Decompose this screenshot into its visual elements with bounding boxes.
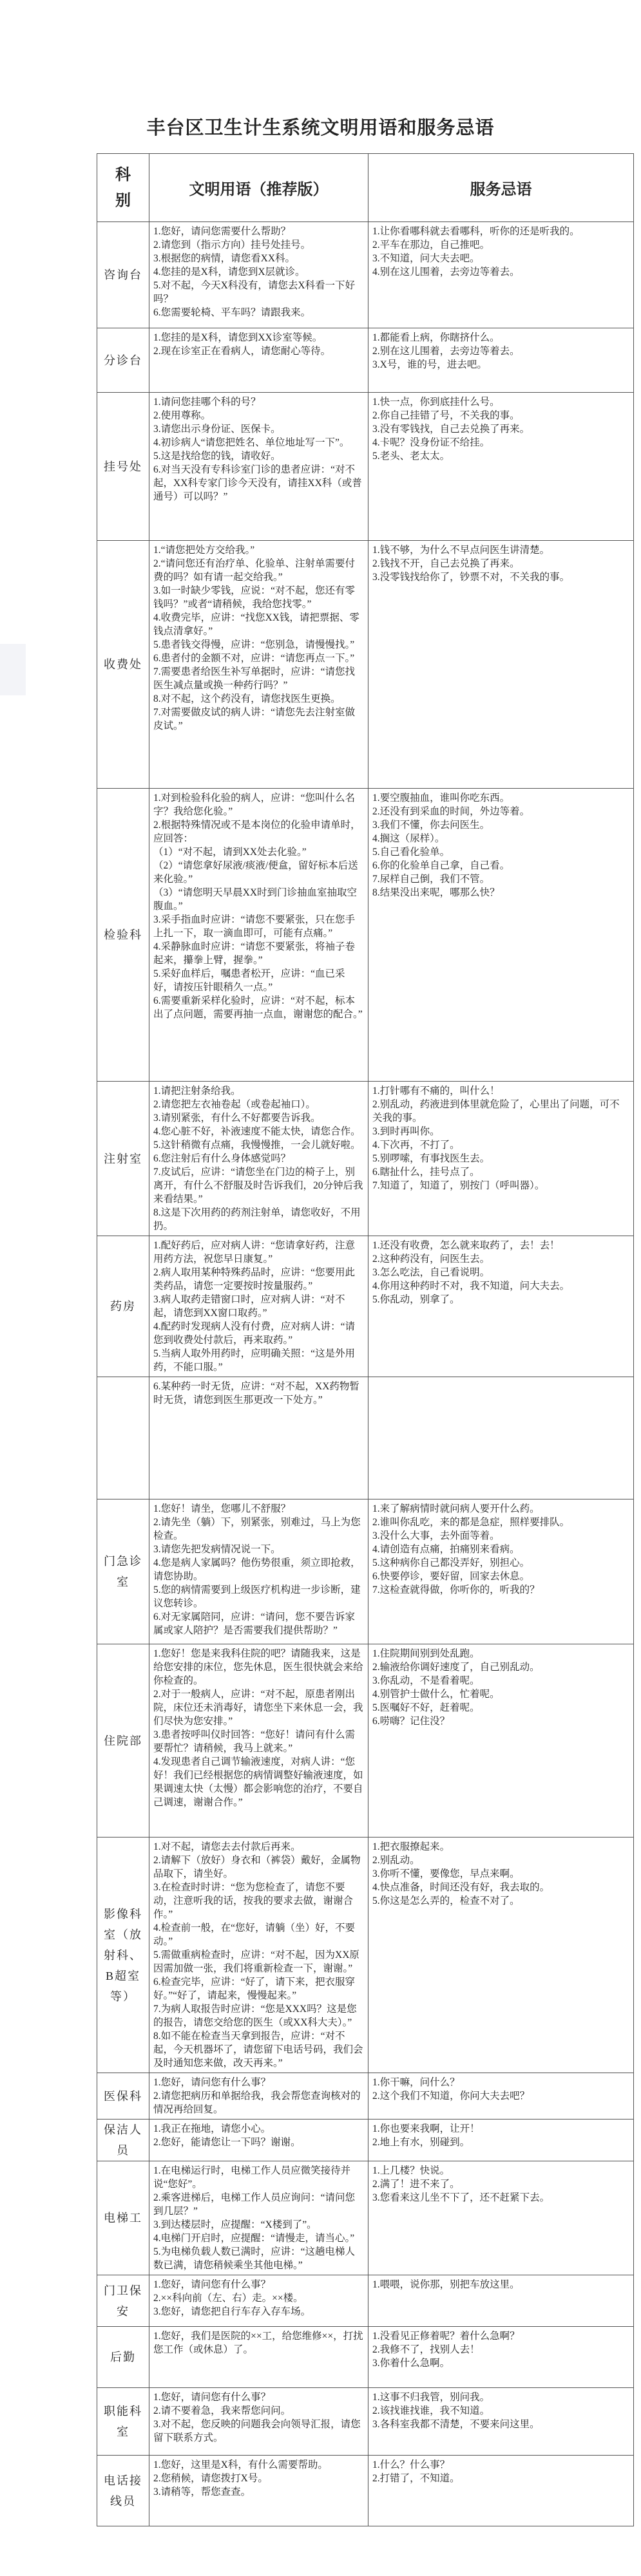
table-row <box>97 2456 634 2526</box>
taboo-cell <box>368 1838 634 2073</box>
polite-line: 2.乘客进梯后，电梯工作人员应询问：“请问您到几层？” <box>153 2192 356 2217</box>
taboo-cell <box>368 1377 634 1500</box>
taboo-line: 2.谁叫你乱吃，来的都是急症，照样要排队。 <box>372 1517 570 1528</box>
taboo-line: 1.钱不够，为什么不早点问医生讲清楚。 <box>372 545 550 556</box>
table-row <box>97 2161 634 2275</box>
polite-line: 3.根据您的病情，请您看XX科。 <box>153 253 296 264</box>
table-row <box>97 1082 634 1236</box>
table-row <box>97 222 634 328</box>
polite-line: 2.“请问您还有治疗单、化验单、注射单需要付费的吗？如有请一起交给我。” <box>153 558 356 583</box>
polite-line: 3.到达楼层时，应提醒：“X楼到了”。 <box>153 2219 317 2230</box>
polite-line: 2.请您到（指示方向）挂号处挂号。 <box>153 240 311 250</box>
taboo-line: 2.打错了，不知道。 <box>372 2473 460 2484</box>
polite-cell <box>149 2073 368 2120</box>
taboo-line: 2.你自己挂错了号，不关我的事。 <box>372 410 520 421</box>
dept-label: 药房 <box>110 1300 136 1313</box>
taboo-line: 5.你这是怎么弄的，检查不对了。 <box>372 1895 520 1906</box>
taboo-cell <box>368 2327 634 2388</box>
table-row <box>97 328 634 393</box>
taboo-line: 1.上几楼？快说。 <box>372 2165 450 2176</box>
taboo-line: 2.该找谁找谁，我不知道。 <box>372 2405 490 2416</box>
taboo-cell <box>368 1644 634 1838</box>
dept-label: 后勤 <box>110 2351 136 2364</box>
polite-line: 8.如不能在检查当天拿到报告，应讲：“对不起，今天机器坏了，请您留下电话号码，我们会及时通知您来做，改天再来。” <box>153 2031 363 2069</box>
polite-line: 1.您好，请问您有什么事？ <box>153 2077 271 2088</box>
dept-label: 门急诊室 <box>104 1555 142 1588</box>
polite-cell <box>149 541 368 789</box>
taboo-line: 2.别乱动。 <box>372 1855 420 1866</box>
taboo-line: 7.知道了，知道了，别按门（呼叫器）。 <box>372 1180 545 1191</box>
taboo-cell <box>368 789 634 1082</box>
taboo-line: 1.让你看哪科就去看哪科，听你的还是听我的。 <box>372 226 580 237</box>
polite-line: 6.需要重新采样化验时，应讲：“对不起，标本出了点问题，需要再抽一点血，谢谢您的配合。” <box>153 995 363 1020</box>
polite-line: 5.需做重病检查时，应讲：“对不起，因为XX原因需加做一张，我们将重新检查一下，谢谢。” <box>153 1950 359 1974</box>
table-row <box>97 2073 634 2120</box>
table-row <box>97 1500 634 1644</box>
taboo-line: 3.你着什么急啊。 <box>372 2358 450 2369</box>
taboo-line: 1.什么？什么事？ <box>372 2459 450 2470</box>
taboo-line: 2.别乱动，药液进到体里就危险了，心里出了问题，可不关我的事。 <box>372 1099 620 1123</box>
polite-line: 2.请解下（放好）身衣和（裤袋）戴好，金属物品取下，请坐好。 <box>153 1855 361 1879</box>
taboo-line: 1.来了解病情时就问病人要开什么药。 <box>372 1503 540 1514</box>
taboo-line: 4.搁这（尿样）。 <box>372 833 445 844</box>
dept-cell <box>97 1500 149 1644</box>
etiquette-table <box>97 153 634 2526</box>
polite-line: 5.您的病情需要到上级医疗机构进一步诊断，建议您转诊。 <box>153 1584 361 1609</box>
taboo-cell <box>368 222 634 328</box>
taboo-line: 2.这个我们不知道，你问大夫去吧？ <box>372 2091 530 2101</box>
taboo-line: 2.输液给你调好速度了，自己别乱动。 <box>372 1662 540 1673</box>
dept-label: 影像科室（放射科、B超室等） <box>104 1907 142 2003</box>
polite-line: 1.“请您把处方交给我。” <box>153 545 255 556</box>
header-dept-label: 科 别 <box>115 166 131 209</box>
polite-line: 1.您挂的是X科，请您到XX诊室等候。 <box>153 332 323 343</box>
polite-line: 3.病人取药走错窗口时，应对病人讲：“对不起，请您到XX窗口取药。” <box>153 1294 345 1319</box>
polite-line: 4.检查前一般，在“您好，请躺（坐）好，不要动。” <box>153 1923 356 1947</box>
polite-line: 6.某种药一时无货，应讲：“对不起，XX药物暂时无货，请您到医生那更改一下处方。” <box>153 1381 359 1406</box>
polite-cell <box>149 2275 368 2327</box>
taboo-line: 3.不知道，问大夫去吧。 <box>372 253 480 264</box>
polite-line: 2.××科向前（左、右）走。××楼。 <box>153 2293 303 2304</box>
taboo-line: 7.这检查就得做，你听你的，听我的？ <box>372 1584 540 1595</box>
taboo-line: 8.结果没出来呢，哪那么快？ <box>372 887 500 898</box>
polite-line: 1.您好，请问您需要什么帮助？ <box>153 226 291 237</box>
dept-cell <box>97 2073 149 2120</box>
table-row <box>97 2275 634 2327</box>
taboo-cell <box>368 1500 634 1644</box>
side-blank <box>0 644 26 695</box>
table-row <box>97 2120 634 2161</box>
polite-line: 6.检查完毕，应讲：“好了，请下来，把衣服穿好。”“好了，请起来，慢慢起来。” <box>153 1977 356 2001</box>
polite-line: （2）“请您拿好尿液/痰液/便盒，留好标本后送来化验。” <box>153 860 358 885</box>
polite-cell <box>149 222 368 328</box>
polite-cell <box>149 2388 368 2456</box>
taboo-line: 2.我修不了，找别人去！ <box>372 2344 480 2355</box>
dept-label: 挂号处 <box>104 460 142 473</box>
taboo-line: 1.打针哪有不痛的，叫什么！ <box>372 1086 500 1096</box>
polite-line: 2.根据特殊情况或不是本岗位的化验申请单时，应回答： <box>153 820 361 844</box>
taboo-cell <box>368 1082 634 1236</box>
polite-line: 6.您注射后有什么身体感觉吗？ <box>153 1153 291 1164</box>
header-dept <box>97 154 149 222</box>
taboo-cell <box>368 2161 634 2275</box>
polite-cell <box>149 1377 368 1500</box>
taboo-cell <box>368 2073 634 2120</box>
polite-cell <box>149 2161 368 2275</box>
taboo-line: 1.住院期间别到处乱跑。 <box>372 1648 480 1659</box>
polite-line: 5.患者钱交得慢，应讲：“您别急，请慢慢找。” <box>153 639 355 650</box>
polite-line: 6.您需要轮椅、平车吗？请跟我来。 <box>153 307 311 318</box>
polite-line: 4.初诊病人“请您把姓名、单位地址写一下”。 <box>153 437 350 448</box>
taboo-line: 2.地上有水，别碰到。 <box>372 2137 470 2148</box>
polite-line: 1.您好，请问您有什么事？ <box>153 2392 271 2403</box>
dept-cell <box>97 1082 149 1236</box>
taboo-line: 3.X号，谁的号，进去吧。 <box>372 359 487 370</box>
taboo-line: 1.把衣服撩起来。 <box>372 1841 450 1852</box>
polite-line: 7.对需要做皮试的病人讲：“请您先去注射室做皮试。” <box>153 707 356 731</box>
dept-label: 电话接线员 <box>104 2474 142 2508</box>
polite-line: 4.您是病人家属吗？他伤势很重，须立即抢救，请您协助。 <box>153 1557 361 1582</box>
taboo-line: 2.钱找不开，自己去兑换了再来。 <box>372 558 520 569</box>
taboo-line: 6.快要停诊，要好留，回家去休息。 <box>372 1571 530 1582</box>
polite-line: 3.采手指血时应讲：“请您不要紧张，只在您手上扎一下，取一滴血即可，可能有点痛。” <box>153 914 356 939</box>
polite-line: 1.对不起，请您去去付款后再来。 <box>153 1841 301 1852</box>
taboo-cell <box>368 2456 634 2526</box>
polite-line: 4.收费完毕，应讲：“找您XX钱，请把票据、零钱点清拿好。” <box>153 612 359 637</box>
taboo-line: 3.你乱动，不是看着呢。 <box>372 1675 480 1686</box>
dept-label: 电梯工 <box>104 2212 142 2224</box>
taboo-line: 1.你干嘛，问什么？ <box>372 2077 460 2088</box>
taboo-line: 4.快点准备，时间还没有好，我去取的。 <box>372 1882 550 1893</box>
taboo-line: 5.自己看化验单。 <box>372 847 450 858</box>
polite-line: 1.请问您挂哪个科的号？ <box>153 397 261 408</box>
polite-line: 6.患者付的金额不对，应讲：“请您再点一下。” <box>153 653 355 664</box>
polite-line: 2.您好，能请您让一下吗？谢谢。 <box>153 2137 301 2148</box>
polite-line: 4.您挂的是X科，请您到X层就诊。 <box>153 267 305 277</box>
polite-line: 7.为病人取报告时应讲：“您是XXX吗？这是您的报告，请您交给您的医生（或XX科大夫）。” <box>153 2004 357 2028</box>
polite-line: 1.您好，这里是X科，有什么需要帮助。 <box>153 2459 328 2470</box>
taboo-cell <box>368 541 634 789</box>
polite-line: 3.对不起，您反映的问题我会向领导汇报，请您留下联系方式。 <box>153 2419 361 2443</box>
polite-line: 8.对不起，这个药没有，请您找医生更换。 <box>153 693 341 704</box>
taboo-line: 6.你的化验单自己拿，自己看。 <box>372 860 510 871</box>
table-row <box>97 789 634 1082</box>
polite-line: 2.使用尊称。 <box>153 410 211 421</box>
polite-line: 1.您好，我们是医院的××工，给您维修××，打扰您工作（或休息）了。 <box>153 2331 363 2355</box>
taboo-cell <box>368 2275 634 2327</box>
polite-cell <box>149 1236 368 1377</box>
dept-cell <box>97 1644 149 1838</box>
polite-line: 2.病人取用某种特殊药品时，应讲：“您要用此类药品，请您一定要按时按量服药。” <box>153 1267 356 1292</box>
polite-cell <box>149 1082 368 1236</box>
dept-cell <box>97 2456 149 2526</box>
taboo-line: 5.别啰嗦，有事找医生去。 <box>372 1153 490 1164</box>
dept-label: 检验科 <box>104 928 142 941</box>
taboo-line: 1.没看见正修着呢？着什么急啊？ <box>372 2331 520 2342</box>
polite-line: 5.这针稍微有点痛，我慢慢推，一会儿就好啦。 <box>153 1140 361 1151</box>
polite-line: 3.请您出示身份证、医保卡。 <box>153 424 281 435</box>
taboo-cell <box>368 328 634 393</box>
polite-line: 4.电梯门开启时，应提醒：“请慢走，请当心。” <box>153 2233 355 2244</box>
taboo-cell <box>368 393 634 541</box>
dept-label: 医保科 <box>104 2089 142 2103</box>
polite-line: 2.对于一般病人，应讲：“对不起，原患者刚出院，床位还未消毒好，请您坐下来休息一会，我们尽快为您安排。” <box>153 1689 363 1727</box>
polite-cell <box>149 1644 368 1838</box>
taboo-line: 4.别在这儿围着，去旁边等着去。 <box>372 267 520 277</box>
table-row <box>97 1377 634 1500</box>
polite-line: 3.在检查时时讲：“您为您检查了，请您不要动，注意听我的话，按我的要求去做，谢谢合作。” <box>153 1882 354 1920</box>
polite-line: 4.您心脏不好，补液速度不能太快，请您合作。 <box>153 1126 361 1137</box>
polite-line: 3.请您先把发病情况说一下。 <box>153 1544 281 1555</box>
taboo-cell <box>368 2388 634 2456</box>
taboo-line: 3.您看来这儿坐不下了，还不赶紧下去。 <box>372 2192 550 2203</box>
dept-label: 收费处 <box>104 658 142 671</box>
polite-line: 2.请不要着急，我来帮您问问。 <box>153 2405 291 2416</box>
taboo-line: 6.唠嗨？记住没？ <box>372 1716 450 1727</box>
taboo-cell <box>368 1236 634 1377</box>
polite-line: 6.对当天没有专科诊室门诊的患者应讲：“对不起，XX科专家门诊今天没有，请挂XX科（或普通号）可以吗？” <box>153 464 362 502</box>
polite-line: 3.请稍等，帮您查查。 <box>153 2487 251 2497</box>
taboo-line: 3.到时再叫你。 <box>372 1126 440 1137</box>
polite-line: 4.发现患者自己调节输液速度，对病人讲：“您好！我们已经根据您的病情调整好输液速度，如果调速太快（太慢）都会影响您的治疗，不要自己调速，谢谢合作。” <box>153 1756 363 1808</box>
polite-line: 1.对到检验科化验的病人，应讲：“您叫什么名字？我给您化验。” <box>153 793 356 817</box>
table-row <box>97 393 634 541</box>
taboo-line: 3.没有零钱找，自己去兑换了再来。 <box>372 424 530 435</box>
polite-line: 1.您好！请坐，您哪儿不舒服？ <box>153 1503 291 1514</box>
dept-cell <box>97 2120 149 2161</box>
dept-cell <box>97 328 149 393</box>
polite-line: 7.需要患者给医生补写单据时，应讲：“请您找医生减点量或换一种药行吗？” <box>153 666 356 691</box>
polite-cell <box>149 1838 368 2073</box>
polite-line: 5.采好血样后，嘱患者松开，应讲：“血已采好，请按压针眼稍久一点。” <box>153 968 345 993</box>
taboo-line: 5.医嘱好不好，赶着呢。 <box>372 1702 480 1713</box>
taboo-line: 1.喂喂，说你那，别把车放这里。 <box>372 2279 520 2290</box>
taboo-line: 2.满了！进不来了。 <box>372 2179 460 2190</box>
dept-cell <box>97 393 149 541</box>
table-row <box>97 541 634 789</box>
polite-line: 5.这是找给您的钱，请收好。 <box>153 451 281 462</box>
taboo-line: 4.你用这种药时不对，我不知道，问大夫去。 <box>372 1281 570 1292</box>
polite-line: 8.这是下次用药的药剂注射单，请您收好，不用扔。 <box>153 1207 361 1232</box>
etiquette-table-wrapper <box>97 153 633 2526</box>
taboo-line: 1.快一点，你到底挂什么号。 <box>372 397 500 408</box>
taboo-line: 1.还没有收费，怎么就来取药了，去！去！ <box>372 1240 560 1251</box>
taboo-line: 3.各科室我都不清楚，不要来问这里。 <box>372 2419 540 2430</box>
polite-line: （1）“对不起，请到XX处去化验。” <box>153 847 307 858</box>
polite-line: 1.请把注射条给我。 <box>153 1086 241 1096</box>
taboo-line: 3.怎么吃法，自己看说明。 <box>372 1267 490 1278</box>
taboo-line: 4.请创造有点痛，拍痛别来看病。 <box>372 1544 520 1555</box>
polite-line: 2.请您把左衣袖卷起（或卷起袖口）。 <box>153 1099 316 1110</box>
dept-label: 住院部 <box>104 1734 142 1747</box>
table-row <box>97 2388 634 2456</box>
taboo-line: 5.这种病你自己都没弄好，别担心。 <box>372 1557 530 1568</box>
dept-cell <box>97 1236 149 1377</box>
polite-line: 1.在电梯运行时，电梯工作人员应微笑接待并说“您好”。 <box>153 2165 351 2190</box>
taboo-line: 5.老头、老太太。 <box>372 451 450 462</box>
taboo-line: 1.要空腹抽血，谁叫你吃东西。 <box>372 793 510 804</box>
dept-cell <box>97 2388 149 2456</box>
dept-cell <box>97 541 149 789</box>
dept-label: 咨询台 <box>104 268 142 281</box>
taboo-line: 3.没什么大事，去外面等着。 <box>372 1530 500 1541</box>
taboo-line: 6.瞎扯什么，挂号点了。 <box>372 1167 480 1178</box>
table-row <box>97 1644 634 1838</box>
page-title: 丰台区卫生计生系统文明用语和服务忌语 <box>146 118 495 138</box>
polite-line: 5.对不起，今天X科没有，请您去X科看一下好吗？ <box>153 280 356 305</box>
taboo-line: 4.别管护士做什么，忙着呢。 <box>372 1689 500 1700</box>
dept-label: 门卫保安 <box>104 2284 142 2318</box>
dept-cell <box>97 789 149 1082</box>
taboo-line: 2.还没有到采血的时间，外边等着。 <box>372 806 530 817</box>
taboo-line: 1.这事不归我管，别问我。 <box>372 2392 490 2403</box>
polite-line: 1.我正在拖地，请您小心。 <box>153 2123 271 2134</box>
taboo-line: 4.下次再，不打了。 <box>372 1140 460 1151</box>
table-row <box>97 2327 634 2388</box>
dept-label: 保洁人员 <box>104 2123 142 2157</box>
polite-line: 3.您好，请您把自行车存入存车场。 <box>153 2306 311 2317</box>
table-header-row <box>97 154 634 222</box>
polite-cell <box>149 789 368 1082</box>
header-taboo: 服务忌语 <box>368 154 634 222</box>
polite-cell <box>149 2120 368 2161</box>
polite-line: 4.配药时发现病人没有付费，应对病人讲：“请您到收费处付款后，再来取药。” <box>153 1321 356 1346</box>
table-row <box>97 1236 634 1377</box>
dept-cell <box>97 1838 149 2073</box>
dept-label: 注射室 <box>104 1152 142 1165</box>
polite-line: 5.为电梯负载人数已满时，应讲：“这趟电梯人数已满，请您稍候乘坐其他电梯。” <box>153 2246 356 2271</box>
dept-label: 职能科室 <box>104 2405 142 2438</box>
dept-cell <box>97 222 149 328</box>
header-polite: 文明用语（推荐版） <box>149 154 368 222</box>
polite-line: 3.患者按呼叫仪时回答：“您好！请问有什么需要帮忙？请稍候，我马上就来。” <box>153 1729 356 1754</box>
taboo-cell <box>368 2120 634 2161</box>
polite-line: 3.请别紧张，有什么不好都要告诉我。 <box>153 1113 321 1123</box>
polite-cell <box>149 1500 368 1644</box>
polite-line: 1.您好，请问您有什么事？ <box>153 2279 271 2290</box>
polite-line: 3.如一时缺少零钱，应说：“对不起，您还有零钱吗？”或者“请稍候，我给您找零。” <box>153 585 356 610</box>
taboo-line: 4.卡呢？没身份证不给挂。 <box>372 437 490 448</box>
dept-label: 分诊台 <box>104 353 142 367</box>
taboo-line: 5.你乱动，别拿了。 <box>372 1294 460 1305</box>
polite-line: 1.配好药后，应对病人讲：“您请拿好药，注意用药方法，祝您早日康复。” <box>153 1240 356 1264</box>
polite-cell <box>149 2327 368 2388</box>
polite-line: 2.请您把病历和单据给我，我会帮您查询核对的情况再给回复。 <box>153 2091 361 2115</box>
dept-cell <box>97 2275 149 2327</box>
taboo-line: 1.都能看上病，你瞎挤什么。 <box>372 332 500 343</box>
polite-line: 5.当病人取外用药时，应明确关照：“这是外用药，不能口服。” <box>153 1348 356 1373</box>
polite-line: 6.对无家属陪同，应讲：“请问，您不要告诉家属或家人陪护？是否需要我们提供帮助？” <box>153 1612 356 1636</box>
polite-line: 4.采静脉血时应讲：“请您不要紧张，将袖子卷起来，攥拳上臂，握拳。” <box>153 941 356 966</box>
taboo-line: 3.我们不懂，你去问医生。 <box>372 820 490 831</box>
taboo-line: 3.没零钱找给你了，钞票不对，不关我的事。 <box>372 572 570 583</box>
polite-line: 2.您稍候，请您拨打X号。 <box>153 2473 268 2484</box>
dept-cell <box>97 2327 149 2388</box>
taboo-line: 1.你也要来我啊，让开！ <box>372 2123 480 2134</box>
table-body <box>97 222 634 2526</box>
polite-line: 1.您好！您是来我科住院的吧？请随我来，这是给您安排的床位，您先休息，医生很快就会来给你检查的。 <box>153 1648 363 1686</box>
polite-line: 7.皮试后，应讲：“请您坐在门边的椅子上，别离开，有什么不舒服及时告诉我们，20分钟后我来看结果。” <box>153 1167 363 1205</box>
table-row <box>97 1838 634 2073</box>
taboo-line: 2.别在这儿围着，去旁边等着去。 <box>372 346 520 357</box>
polite-cell <box>149 2456 368 2526</box>
dept-cell <box>97 1377 149 1500</box>
polite-line: 2.现在诊室正在看病人，请您耐心等待。 <box>153 346 331 357</box>
polite-cell <box>149 328 368 393</box>
dept-cell <box>97 2161 149 2275</box>
taboo-line: 3.你听不懂，要像您，早点来啊。 <box>372 1868 520 1879</box>
taboo-line: 7.尿样自己倒，我们不管。 <box>372 874 490 885</box>
polite-line: （3）“请您明天早晨XX时到门诊抽血室抽取空腹血。” <box>153 887 358 912</box>
polite-line: 2.请先坐（躺）下，别紧张，别难过，马上为您检查。 <box>153 1517 361 1541</box>
taboo-line: 2.这种药没有，问医生去。 <box>372 1254 490 1264</box>
polite-cell <box>149 393 368 541</box>
taboo-line: 2.平车在那边，自己推吧。 <box>372 240 490 250</box>
